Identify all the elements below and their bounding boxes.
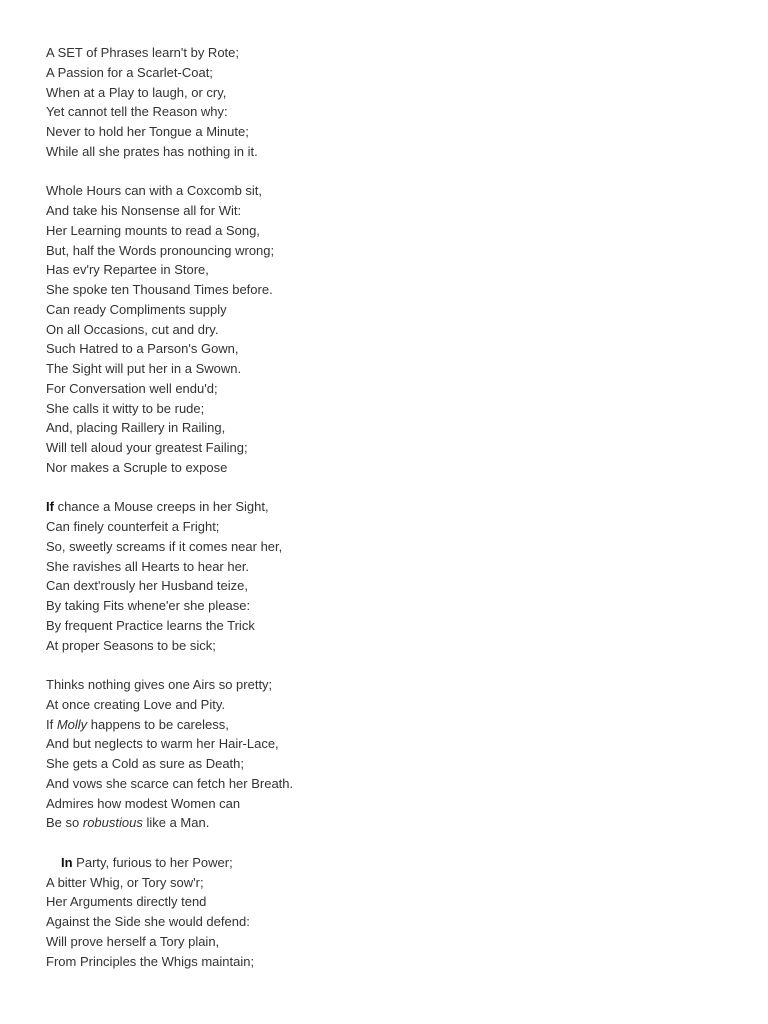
poem-line: Can ready Compliments supply — [46, 301, 227, 317]
poem-line: A SET of Phrases learn't by Rote; — [46, 45, 240, 60]
poem-line: Whole Hours can with a Coxcomb sit, — [46, 183, 263, 199]
initial-word: In — [61, 854, 73, 870]
poem-line: Has ev'ry Repartee in Store, — [46, 262, 209, 278]
poem-line: For Conversation well endu'd; — [46, 380, 218, 396]
stanza-2 — [46, 181, 726, 477]
poem-line: Will prove herself a Tory plain, — [46, 933, 220, 949]
poem-line: Against the Side she would defend: — [46, 914, 250, 929]
poem-line: A bitter Whig, or Tory sow'r; — [46, 874, 204, 890]
poem-line: Nor makes a Scruple to expose — [46, 459, 228, 475]
line-text: like a Man. — [142, 815, 210, 831]
poem-line: On all Occasions, cut and dry. — [46, 321, 219, 337]
initial-word: If — [46, 499, 54, 515]
poem-line: The Sight will put her in a Swown. — [46, 361, 242, 376]
italic-word: robustious — [82, 815, 143, 831]
poem-line: Will tell aloud your greatest Failing; — [46, 440, 248, 455]
stanza-5 — [46, 853, 726, 972]
poem-line: And vows she scarce can fetch her Breath. — [46, 775, 294, 791]
poem-line: A Passion for a Scarlet-Coat; — [46, 64, 213, 80]
poem-line: Yet cannot tell the Reason why: — [46, 104, 228, 120]
poem-line: She ravishes all Hearts to hear her. — [46, 558, 250, 574]
line-text: Be so — [46, 815, 83, 831]
poem-line: Such Hatred to a Parson's Gown, — [46, 341, 239, 357]
line-text: chance a Mouse creeps in her Sight, — [53, 499, 269, 515]
poem-line: Thinks nothing gives one Airs so pretty; — [46, 677, 273, 692]
poem-line: At proper Seasons to be sick; — [46, 637, 216, 653]
poem-line: She gets a Cold as sure as Death; — [46, 756, 245, 771]
stanza-1 — [46, 43, 726, 162]
poem-line — [46, 813, 726, 833]
poem-line: From Principles the Whigs maintain; — [46, 953, 255, 969]
line-text: If — [46, 716, 57, 732]
poem-line: Never to hold her Tongue a Minute; — [46, 124, 249, 139]
stanza-4 — [46, 675, 726, 833]
poem-text — [46, 43, 726, 971]
poem-line: And take his Nonsense all for Wit: — [46, 203, 242, 218]
stanza-3 — [46, 497, 726, 655]
poem-line: And, placing Raillery in Railing, — [46, 420, 226, 436]
poem-line: She calls it witty to be rude; — [46, 400, 205, 416]
poem-line: Her Learning mounts to read a Song, — [46, 222, 260, 238]
poem-line: So, sweetly screams if it comes near her, — [46, 538, 283, 554]
line-text: Party, furious to her Power; — [72, 854, 233, 870]
poem-line: At once creating Love and Pity. — [46, 696, 225, 712]
poem-line — [46, 715, 726, 735]
poem-line: Admires how modest Women can — [46, 795, 241, 811]
poem-line: She spoke ten Thousand Times before. — [46, 282, 273, 297]
poem-line: By frequent Practice learns the Trick — [46, 617, 255, 633]
poem-line: By taking Fits whene'er she please: — [46, 598, 251, 613]
poem-line: And but neglects to warm her Hair-Lace, — [46, 736, 279, 752]
poem-line: Her Arguments directly tend — [46, 894, 207, 910]
poem-line: While all she prates has nothing in it. — [46, 143, 258, 159]
poem-line — [46, 497, 726, 517]
poem-line — [46, 853, 726, 873]
poem-line: But, half the Words pronouncing wrong; — [46, 242, 275, 258]
poem-line: Can finely counterfeit a Fright; — [46, 519, 220, 534]
line-text: happens to be careless, — [87, 716, 229, 732]
poem-line: When at a Play to laugh, or cry, — [46, 84, 227, 100]
poem-line: Can dext'rously her Husband teize, — [46, 578, 248, 594]
italic-name: Molly — [56, 716, 88, 732]
